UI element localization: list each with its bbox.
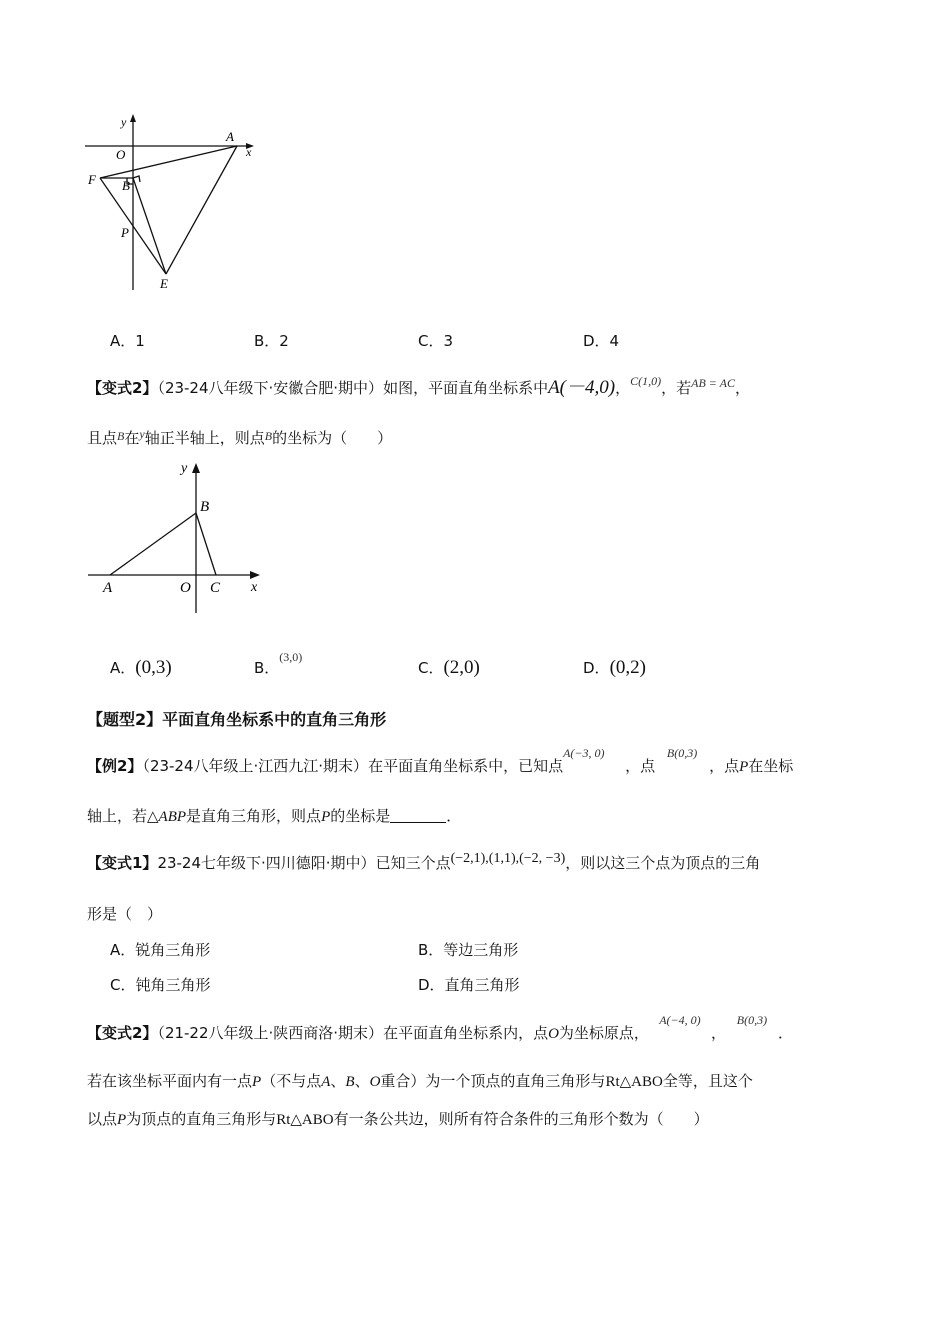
example2-line2-a: 轴上，若 — [87, 807, 148, 825]
fig1-label-A: A — [226, 129, 234, 144]
variant2b-line2 — [87, 1070, 753, 1091]
q2-option-b-value: (3,0) — [279, 650, 303, 664]
variant2a-text3: ， — [735, 379, 751, 397]
variant2b-point-b: B(0,3) — [736, 1013, 768, 1027]
q2-option-a-label: A． — [110, 659, 136, 677]
variant2b-line2-a: 若在该坐标平面内有一点 — [87, 1072, 253, 1090]
example2-line1 — [87, 746, 794, 776]
q2-option-b — [254, 650, 303, 678]
fig1-label-B: B — [122, 178, 130, 193]
fig2-label-y: y — [181, 461, 188, 476]
variant1-text2: ，则以这三个点为顶点的三角 — [565, 854, 761, 872]
variant2b-tag: 【变式2】 — [87, 1024, 158, 1042]
example2-line2-b: 是直角三角形，则点 — [186, 807, 322, 825]
variant2b-rt-triangle-2: Rt△ABO — [276, 1112, 334, 1128]
example2-point-b: B(0,3) — [666, 746, 698, 760]
variant2b-point-o: O — [548, 1026, 559, 1042]
fig1-label-O: O — [116, 147, 126, 162]
variant2a-line2-d: 的坐标为（ ） — [272, 429, 393, 447]
variant2b-text1: 在平面直角坐标系内，点 — [383, 1024, 549, 1042]
fig1-y-arrow — [130, 114, 136, 122]
example2-text2: ，点 — [625, 757, 656, 775]
fig2-x-arrow — [250, 571, 260, 579]
variant1-line1 — [87, 852, 760, 873]
variant1-source: 23-24七年级下·四川德阳·期中） — [157, 854, 376, 872]
variant2a-condition: AB = AC — [691, 376, 735, 390]
variant2b-point-a2: A — [321, 1074, 331, 1090]
q2-option-c-value: (2,0) — [443, 657, 480, 678]
variant2b-line2-b: （不与点 — [261, 1072, 322, 1090]
fig2-label-x: x — [251, 580, 258, 595]
q2-option-c — [418, 657, 480, 679]
q2-option-a-value: (0,3) — [135, 657, 172, 678]
variant2b-point-a: A(−4, 0) — [659, 1013, 701, 1027]
variant2b-period: ． — [777, 1024, 793, 1042]
variant2a-line1 — [87, 372, 750, 399]
example2-text4: 在坐标 — [748, 757, 794, 775]
variant2b-source: （21-22八年级上·陕西商洛·期末） — [157, 1024, 384, 1042]
variant1-option-b: B．等边三角形 — [418, 941, 519, 959]
example2-text1: 在平面直角坐标系中，已知点 — [368, 757, 564, 775]
q2-option-a — [110, 657, 172, 679]
q2-option-b-label: B． — [254, 659, 280, 677]
variant2a-text2: ，若 — [661, 379, 692, 397]
fig1-label-E: E — [160, 276, 168, 291]
variant2a-comma: ， — [615, 379, 631, 397]
variant2b-line3-b: 为顶点的直角三角形与 — [126, 1110, 277, 1128]
variant2b-point-o2: O — [369, 1074, 381, 1090]
variant2a-point-b2: B — [264, 429, 273, 443]
variant2a-y: y — [139, 427, 145, 441]
variant2a-point-c: C(1,0) — [630, 374, 662, 388]
example2-line2 — [87, 805, 461, 826]
variant1-option-a: A．锐角三角形 — [110, 941, 211, 959]
fig1-label-P: P — [121, 225, 129, 240]
variant2b-line3 — [87, 1108, 709, 1129]
variant2b-point-p: P — [252, 1074, 262, 1090]
figure-2-diagram — [80, 455, 280, 620]
q2-option-d-value: (0,2) — [609, 657, 646, 678]
variant2a-line2 — [87, 427, 392, 448]
fig2-y-arrow — [192, 463, 200, 473]
variant2a-line2-b: 在 — [124, 429, 140, 447]
variant1-line2: 形是（ ） — [87, 905, 163, 923]
variant2b-rt-triangle-1: Rt△ABO — [605, 1074, 663, 1090]
fig1-label-F: F — [88, 172, 96, 187]
variant2a-source: （23-24八年级下·安徽合肥·期中） — [157, 379, 384, 397]
q2-option-c-label: C． — [418, 659, 444, 677]
variant2a-text1: 如图，平面直角坐标系中 — [383, 379, 549, 397]
variant2b-text2: 为坐标原点， — [558, 1024, 649, 1042]
example2-text3: ，点 — [709, 757, 740, 775]
example2-line2-c: 的坐标是 — [330, 807, 391, 825]
fig2-label-A: A — [103, 580, 113, 596]
variant1-option-c: C．钝角三角形 — [110, 976, 211, 994]
example2-source: （23-24八年级上·江西九江·期末） — [142, 757, 369, 775]
fig1-label-x: x — [246, 145, 252, 159]
example2-tag: 【例2】 — [87, 757, 143, 775]
fig2-label-O: O — [180, 580, 191, 596]
variant1-tag: 【变式1】 — [87, 854, 158, 872]
example2-line2-d: ． — [446, 807, 462, 825]
variant1-text1: 已知三个点 — [375, 854, 451, 872]
variant1-points: (−2,1),(1,1),(−2, −3) — [450, 851, 566, 866]
example2-triangle: △ABP — [147, 809, 187, 825]
example2-point-p2: P — [321, 809, 331, 825]
fig2-label-C: C — [210, 580, 221, 596]
fig1-segment-BE — [133, 178, 166, 274]
variant2a-point-b: B — [117, 429, 125, 443]
variant2b-line2-d: 全等，且这个 — [662, 1072, 753, 1090]
section-title: 【题型2】平面直角坐标系中的直角三角形 — [87, 710, 387, 729]
example2-answer-blank[interactable] — [390, 808, 446, 823]
variant2a-line2-c: 轴正半轴上，则点 — [144, 429, 265, 447]
variant2b-comma: ， — [710, 1024, 726, 1042]
variant2b-line2-c: 重合）为一个顶点的直角三角形与 — [380, 1072, 606, 1090]
q2-option-d-label: D． — [583, 659, 610, 677]
fig1-label-y: y — [121, 115, 127, 129]
q1-option-a: A．1 — [110, 332, 145, 350]
q1-option-b: B．2 — [254, 332, 289, 350]
q1-option-d: D．4 — [583, 332, 620, 350]
q1-option-c: C．3 — [418, 332, 454, 350]
fig2-segment-BC — [196, 513, 216, 575]
variant2b-point-b2: B — [345, 1074, 355, 1090]
variant2b-point-p2: P — [117, 1112, 127, 1128]
example2-point-a: A(−3, 0) — [563, 746, 605, 760]
fig2-label-B: B — [200, 499, 210, 515]
variant2b-sep2: 、 — [354, 1072, 370, 1090]
variant2b-line3-c: 有一条公共边，则所有符合条件的三角形个数为（ ） — [333, 1110, 709, 1128]
fig2-segment-AB — [110, 513, 196, 575]
variant2b-sep1: 、 — [330, 1072, 346, 1090]
example2-point-p: P — [739, 759, 749, 775]
q2-option-d — [583, 657, 646, 679]
variant2a-line2-a: 且点 — [87, 429, 118, 447]
variant2a-tag: 【变式2】 — [87, 379, 158, 397]
variant1-option-d: D．直角三角形 — [418, 976, 520, 994]
figure-1-diagram — [80, 110, 270, 300]
fig1-segment-AE — [166, 146, 237, 274]
variant2a-point-a: A(－4,0) — [548, 377, 616, 398]
variant2b-line3-a: 以点 — [87, 1110, 118, 1128]
variant2b-line1 — [87, 1013, 793, 1043]
